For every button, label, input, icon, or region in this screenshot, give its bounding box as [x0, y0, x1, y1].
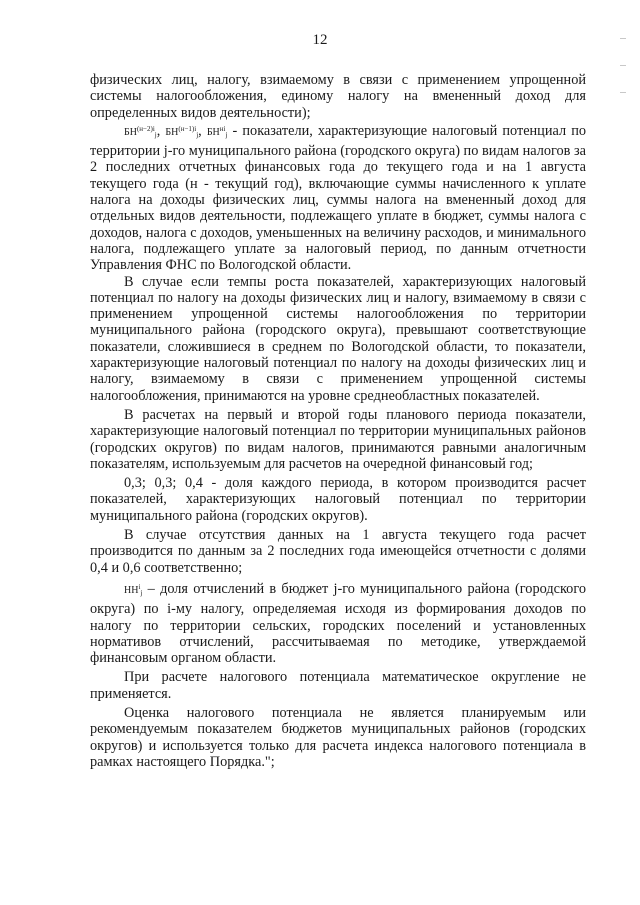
paragraph-8: При расчете налогового потенциала математическое округление не применяется. [90, 669, 586, 702]
symbol-bn-subscript: j [225, 130, 228, 139]
symbol-bn-superscript-2: (н−1)i [178, 124, 197, 133]
symbol-bn: БН [124, 126, 137, 138]
symbol-nn-subscript: j [140, 588, 143, 597]
symbol-bn-superscript-1: (н−2)i [136, 124, 155, 133]
symbol-nn: НН [124, 584, 139, 596]
paragraph-1: физических лиц, налогу, взимаемому в связи с применением упрощенной системы налогообложения, единому налогу на вмененный доход для определенных видов деятельности); [90, 72, 586, 121]
symbol-bn-superscript-3: нi [219, 124, 226, 133]
paragraph-9: Оценка налогового потенциала не является планируемым или рекомендуемым показателем бюджетов муниципальных районов (городских округов) и используется только для расчета индекса налогового потенциала в рамках настоящего Порядка."; [90, 704, 586, 770]
paragraph-2 [90, 121, 586, 274]
paragraph-6: В случае отсутствия данных на 1 августа текущего года расчет производится по данным за 2 последних года имеющейся отчетности с долями 0,4 и 0,6 соответственно; [90, 527, 586, 576]
paragraph-4: В расчетах на первый и второй годы планового периода показатели, характеризующие налоговый потенциал по территории муниципальных районов (городских округов) по видам налогов, принимаются равными аналогичным показателям, используемым для расчетов на очередной финансовый год; [90, 406, 586, 472]
paragraph-3: В случае если темпы роста показателей, характеризующих налоговый потенциал по налогу на доходы физических лиц и налогу, взимаемому в связи с применением упрощенной системы налогообложения по территории муниципального района (городского округа), превышают соответствующие показатели, сложившиеся в среднем по Вологодской области, то показатели, характеризующие налоговый потенциал по налогу на доходы физических лиц и налогу, взимаемому в связи с применением упрощенной системы налогообложения, принимаются на уровне среднеобластных показателей. [90, 273, 586, 404]
paragraph-5: 0,3; 0,3; 0,4 - доля каждого периода, в котором производится расчет показателей, характеризующих налоговый потенциал по территории муниципального района (городских округов). [90, 475, 586, 524]
symbol-bn-subscript: j [196, 130, 199, 139]
paragraph-2-text: - показатели, характеризующие налоговый потенциал по территории j-го муниципального района (городского округа) по видам налогов за 2 последних отчетных финансовых года до текущего года и на 1 августа текущего года (н - текущий год), включающие суммы начисленного к уплате налога на доходы физических лиц, суммы налога на вмененный доход для отдельных видов деятельности, подлежащего уплате в бюджет, суммы налога с доходов, налога с доходов, уменьшенных на величину расходов, и минимального налога, подлежащего уплате за налоговый период, по данным отчетности Управления ФНС по Вологодской области. [90, 122, 586, 274]
paragraph-7 [90, 579, 586, 666]
symbol-bn: БН [165, 126, 179, 138]
symbol-separator: , [198, 122, 207, 139]
symbol-nn-superscript: i [138, 582, 141, 591]
symbol-separator: , [156, 122, 166, 139]
paragraph-7-text: – доля отчислений в бюджет j-го муниципального района (городского округа) по i-му налогу, определяемая исходя из формирования доходов по налогу по территории сельских, городских поселений и установленных нормативов отчислений, рассчитываемая по методике, утверждаемой финансовым органом области. [90, 580, 586, 667]
symbol-bn: БН [206, 126, 220, 138]
page-number: 12 [312, 32, 328, 48]
symbol-bn-subscript: j [154, 130, 157, 139]
document-body [90, 72, 586, 770]
